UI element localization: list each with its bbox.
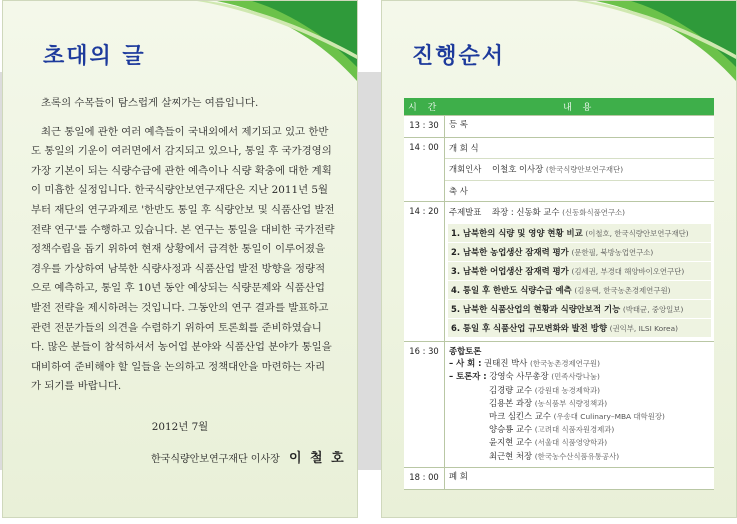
congratulatory-address: 축 사 bbox=[445, 180, 714, 201]
letter-body: 최근 통일에 관한 여러 예측들이 국내외에서 제기되고 있고 한반도 통일의 기운이 여러면에서 감지되고 있으나, 통일 후 국가경영의 가장 기본이 되는 식량수급에 관한 예측이나 식량 확충에 대한 계획이 미흡한 실정입니다. 한국식량안보연구재단은 지난 2011년 5월부터 재단의 연구과제로 '한반도 통일 후 식량안보 및 식품산업 발전전략 연구'를 수행하고 있습니다. 본 연구는 통일을 대비한 국가전략 정책수립을 돕기 위하여 현재 상황에서 급격한 통일이 이루어졌을 경우를 가상하여 남북한 식량사정과 식품산업 발전 방향을 정량적으로 예측하고, 통일 후 10년 동안 예상되는 식량문제와 식품산업 발전 전략을 제시하려는 것입니다. 그동안의 연구 결과를 발표하고 관련 전문가들의 의견을 수렴하기 위하여 토론회를 준비하였습니다. 많은 분들이 참석하셔서 농어업 분야와 식품산업 분야가 통일을 대비하여 준비해야 할 일들을 논의하고 정책대안을 마련하는 자리가 되기를 바랍니다. bbox=[31, 125, 335, 393]
welcome-name: 이철호 이사장 bbox=[492, 164, 544, 174]
list-item: 6. 통일 후 식품산업 규모변화와 발전 방향 (권익부, ILSI Korea) bbox=[448, 319, 711, 337]
table-row bbox=[404, 138, 714, 202]
signature-name: 이 철 호 bbox=[288, 451, 346, 466]
panelist-row: 양승룡 교수 (고려대 식품자원경제과) bbox=[489, 424, 615, 435]
keynote-row bbox=[445, 202, 714, 223]
time-cell: 14 : 00 bbox=[404, 138, 445, 202]
moderator-row: – 사 회 : 권태진 박사 (한국농촌경제연구원) bbox=[449, 358, 600, 369]
panelist-row: 마크 심킨스 교수 (우송대 Culinary–MBA 대학원장) bbox=[489, 411, 665, 422]
registration: 등 록 bbox=[449, 119, 468, 129]
panelist-row: 김용본 과장 (농식품부 식량정책과) bbox=[489, 397, 608, 408]
list-item: 2. 남북한 농업생산 잠재력 평가 (문한필, 북방농업연구소) bbox=[448, 243, 711, 261]
panelist-row: 김경량 교수 (강원대 농경제학과) bbox=[489, 384, 601, 395]
list-item: 4. 통일 후 한반도 식량수급 예측 (김용택, 한국농촌경제연구원) bbox=[448, 281, 711, 299]
time-cell: 18 : 00 bbox=[404, 467, 445, 489]
chair: 좌장 : 신동화 교수 bbox=[492, 207, 560, 217]
discussion-label: 종합토론 bbox=[449, 346, 482, 356]
time-cell: 16 : 30 bbox=[404, 342, 445, 468]
moderator-name: 권태진 박사 bbox=[484, 358, 528, 369]
invitation-panel bbox=[2, 0, 358, 518]
program-panel bbox=[381, 0, 737, 518]
invitation-letter bbox=[31, 94, 335, 397]
signature bbox=[151, 447, 346, 466]
green-swoosh-decoration bbox=[576, 1, 736, 81]
list-item: 3. 남북한 어업생산 잠재력 평가 (김세권, 부경대 해양바이오연구단) bbox=[448, 262, 711, 280]
time-cell: 13 : 30 bbox=[404, 116, 445, 138]
table-row bbox=[404, 342, 714, 468]
panelist-row: 최근현 처장 (한국농수산식품유통공사) bbox=[489, 450, 620, 461]
page-title: 진행순서 bbox=[412, 44, 506, 69]
list-item: 1. 남북한의 식량 및 영양 현황 비교 (이철호, 한국식량안보연구재단) bbox=[448, 224, 711, 242]
table-header bbox=[404, 98, 714, 116]
opening-ceremony: 개 회 식 bbox=[449, 143, 479, 153]
panelist-row: 윤지현 교수 (서울대 식품영양학과) bbox=[489, 437, 608, 448]
table-row bbox=[404, 467, 714, 489]
chair-affiliation: (신동화식품연구소) bbox=[562, 208, 626, 217]
green-swoosh-decoration bbox=[197, 1, 357, 81]
header-time: 시 간 bbox=[404, 98, 445, 116]
panelist-row: – 토론자 : 강영숙 사무총장 (민족사랑나눔) bbox=[449, 371, 600, 382]
welcome-affiliation: (한국식량안보연구재단) bbox=[545, 165, 624, 174]
keynote-label: 주제발표 bbox=[449, 207, 482, 217]
moderator-affiliation: (한국농촌경제연구원) bbox=[529, 359, 600, 369]
table-row bbox=[404, 202, 714, 342]
list-item: 5. 남북한 식품산업의 현황과 식량안보적 기능 (박태균, 중앙일보) bbox=[448, 300, 711, 318]
closing: 폐 회 bbox=[449, 470, 468, 481]
signature-org: 한국식량안보연구재단 이사장 bbox=[151, 454, 280, 465]
letter-intro: 초록의 수목들이 탐스럽게 살찌가는 여름입니다. bbox=[41, 97, 259, 109]
table-row bbox=[404, 116, 714, 138]
page-title: 초대의 글 bbox=[43, 44, 146, 69]
schedule-table bbox=[404, 98, 714, 490]
header-content: 내 용 bbox=[445, 98, 715, 116]
welcome-row bbox=[445, 158, 714, 180]
time-cell: 14 : 20 bbox=[404, 202, 445, 342]
letter-date: 2012년 7월 bbox=[151, 421, 209, 433]
welcome-label: 개회인사 bbox=[449, 164, 482, 174]
